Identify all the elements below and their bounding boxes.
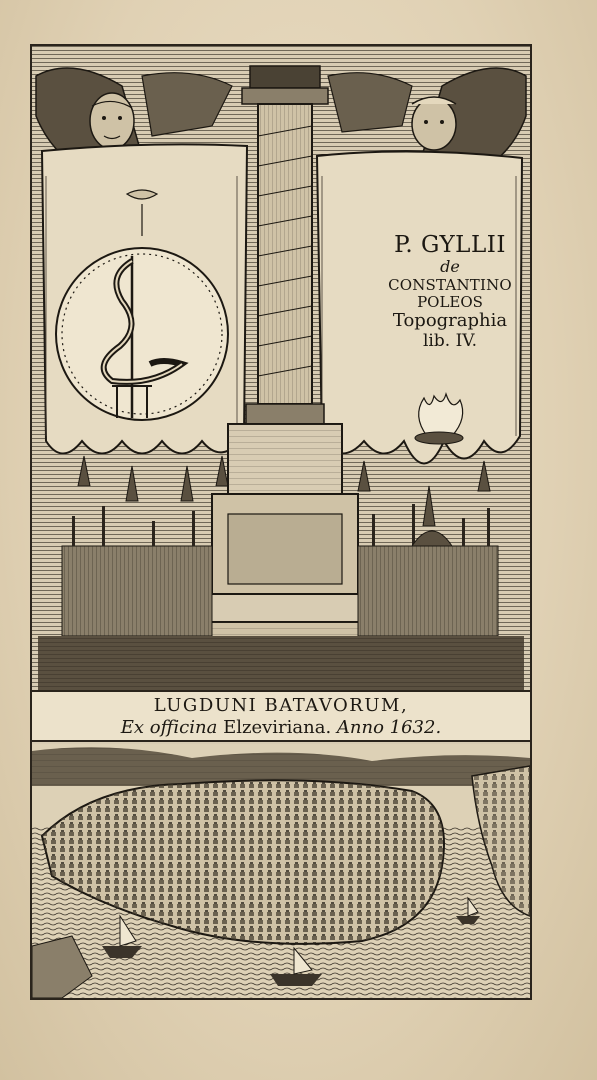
title-subject-1: CONSTANTINO — [388, 275, 512, 294]
imprint-year-prefix: Anno — [336, 717, 384, 738]
title-banner — [350, 232, 532, 352]
medallion — [56, 248, 228, 420]
engraved-title-plate — [30, 44, 532, 1000]
title-preposition: de — [440, 257, 460, 277]
imprint-publisher-line: Ex officina Elzeviriana. Anno 1632. — [120, 717, 442, 738]
title-volume: lib. IV. — [423, 331, 477, 352]
engraving-illustration — [32, 46, 530, 998]
title-author: P. GYLLII — [394, 232, 506, 258]
imprint-year: 1632. — [389, 717, 442, 738]
city-map — [32, 747, 530, 998]
title-subject-2: POLEOS — [417, 293, 483, 312]
imprint-publisher-prefix: Ex officina — [120, 717, 218, 738]
left-drapery — [42, 144, 247, 501]
title-work: Topographia — [392, 310, 508, 332]
imprint-publisher: Elzeviriana — [223, 717, 326, 738]
imprint-band — [32, 690, 530, 742]
imprint-place: LUGDUNI BATAVORUM, — [153, 695, 409, 716]
